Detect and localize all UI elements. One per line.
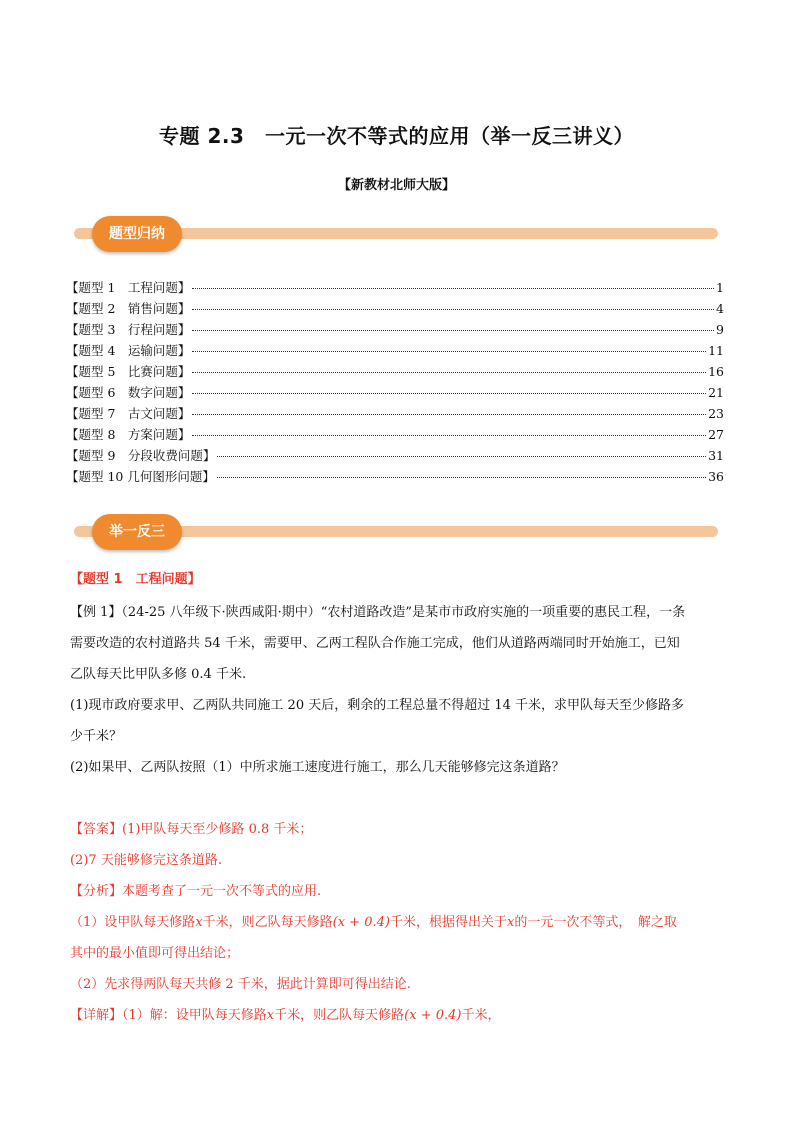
solution-block	[70, 814, 722, 1031]
analysis-step-2: （2）先求得两队每天共修 2 千米，据此计算即可得出结论.	[70, 977, 411, 992]
toc-item[interactable]: 【题型 4 运输问题】 11	[66, 343, 724, 358]
example-block	[70, 597, 722, 783]
analysis-label: 【分析】	[70, 884, 123, 899]
toc-item[interactable]: 【题型 9 分段收费问题】 31	[66, 448, 724, 463]
toc-item[interactable]: 【题型 7 古文问题】 23	[66, 406, 724, 421]
toc-item[interactable]: 【题型 6 数字问题】 21	[66, 385, 724, 400]
question-1-cont: 少千米？	[70, 729, 123, 744]
detail-label: 【详解】	[70, 1008, 123, 1023]
example-line: 需要改造的农村道路共 54 千米，需要甲、乙两工程队合作施工完成，他们从道路两端同时开始施工，已知	[70, 636, 680, 651]
answer-line: (2)7 天能够修完这条道路.	[70, 853, 222, 868]
toc-item[interactable]: 【题型 8 方案问题】 27	[66, 427, 724, 442]
analysis-step-1: （1）设甲队每天修路x千米，则乙队每天修路(x + 0.4)千米，根据得出关于x的一元一次不等式， 解之取	[70, 915, 677, 930]
toc-item[interactable]: 【题型 3 行程问题】 9	[66, 322, 724, 337]
answer-line: 【答案】(1)甲队每天至少修路 0.8 千米；	[70, 822, 313, 837]
toc-item[interactable]: 【题型 1 工程问题】 1	[66, 280, 724, 295]
example-line: 乙队每天比甲队多修 0.4 千米.	[70, 667, 247, 682]
question-1: (1)现市政府要求甲、乙两队共同施工 20 天后，剩余的工程总量不得超过 14 千米，求甲队每天至少修路多	[70, 698, 685, 713]
section-banner-practice	[74, 514, 718, 550]
edition-subtitle: 【新教材北师大版】	[337, 178, 455, 193]
section-heading: 【题型 1 工程问题】	[70, 572, 201, 587]
toc-item[interactable]: 【题型 10 几何图形问题】 36	[66, 469, 724, 484]
toc-item[interactable]: 【题型 2 销售问题】 4	[66, 301, 724, 316]
page-title: 专题 2.3 一元一次不等式的应用（举一反三讲义）	[159, 124, 634, 148]
analysis-step-1-cont: 其中的最小值即可得出结论；	[70, 946, 240, 961]
table-of-contents	[66, 278, 724, 488]
question-2: (2)如果甲、乙两队按照（1）中所求施工速度进行施工，那么几天能够修完这条道路？	[70, 760, 565, 775]
section-banner-types	[74, 216, 718, 252]
example-line: 【例 1】（24-25 八年级下·陕西咸阳·期中）“农村道路改造”是某市市政府实施的一项重要的惠民工程，一条	[70, 605, 686, 620]
detail-line: 【详解】（1）解：设甲队每天修路x千米，则乙队每天修路(x + 0.4)千米，	[70, 1008, 501, 1023]
banner-badge-label: 举一反三	[92, 514, 182, 550]
example-label: 【例 1】	[70, 605, 122, 620]
toc-item[interactable]: 【题型 5 比赛问题】 16	[66, 364, 724, 379]
analysis-line: 【分析】本题考查了一元一次不等式的应用.	[70, 884, 322, 899]
answer-label: 【答案】	[70, 822, 123, 837]
banner-badge-label: 题型归纳	[92, 216, 182, 252]
